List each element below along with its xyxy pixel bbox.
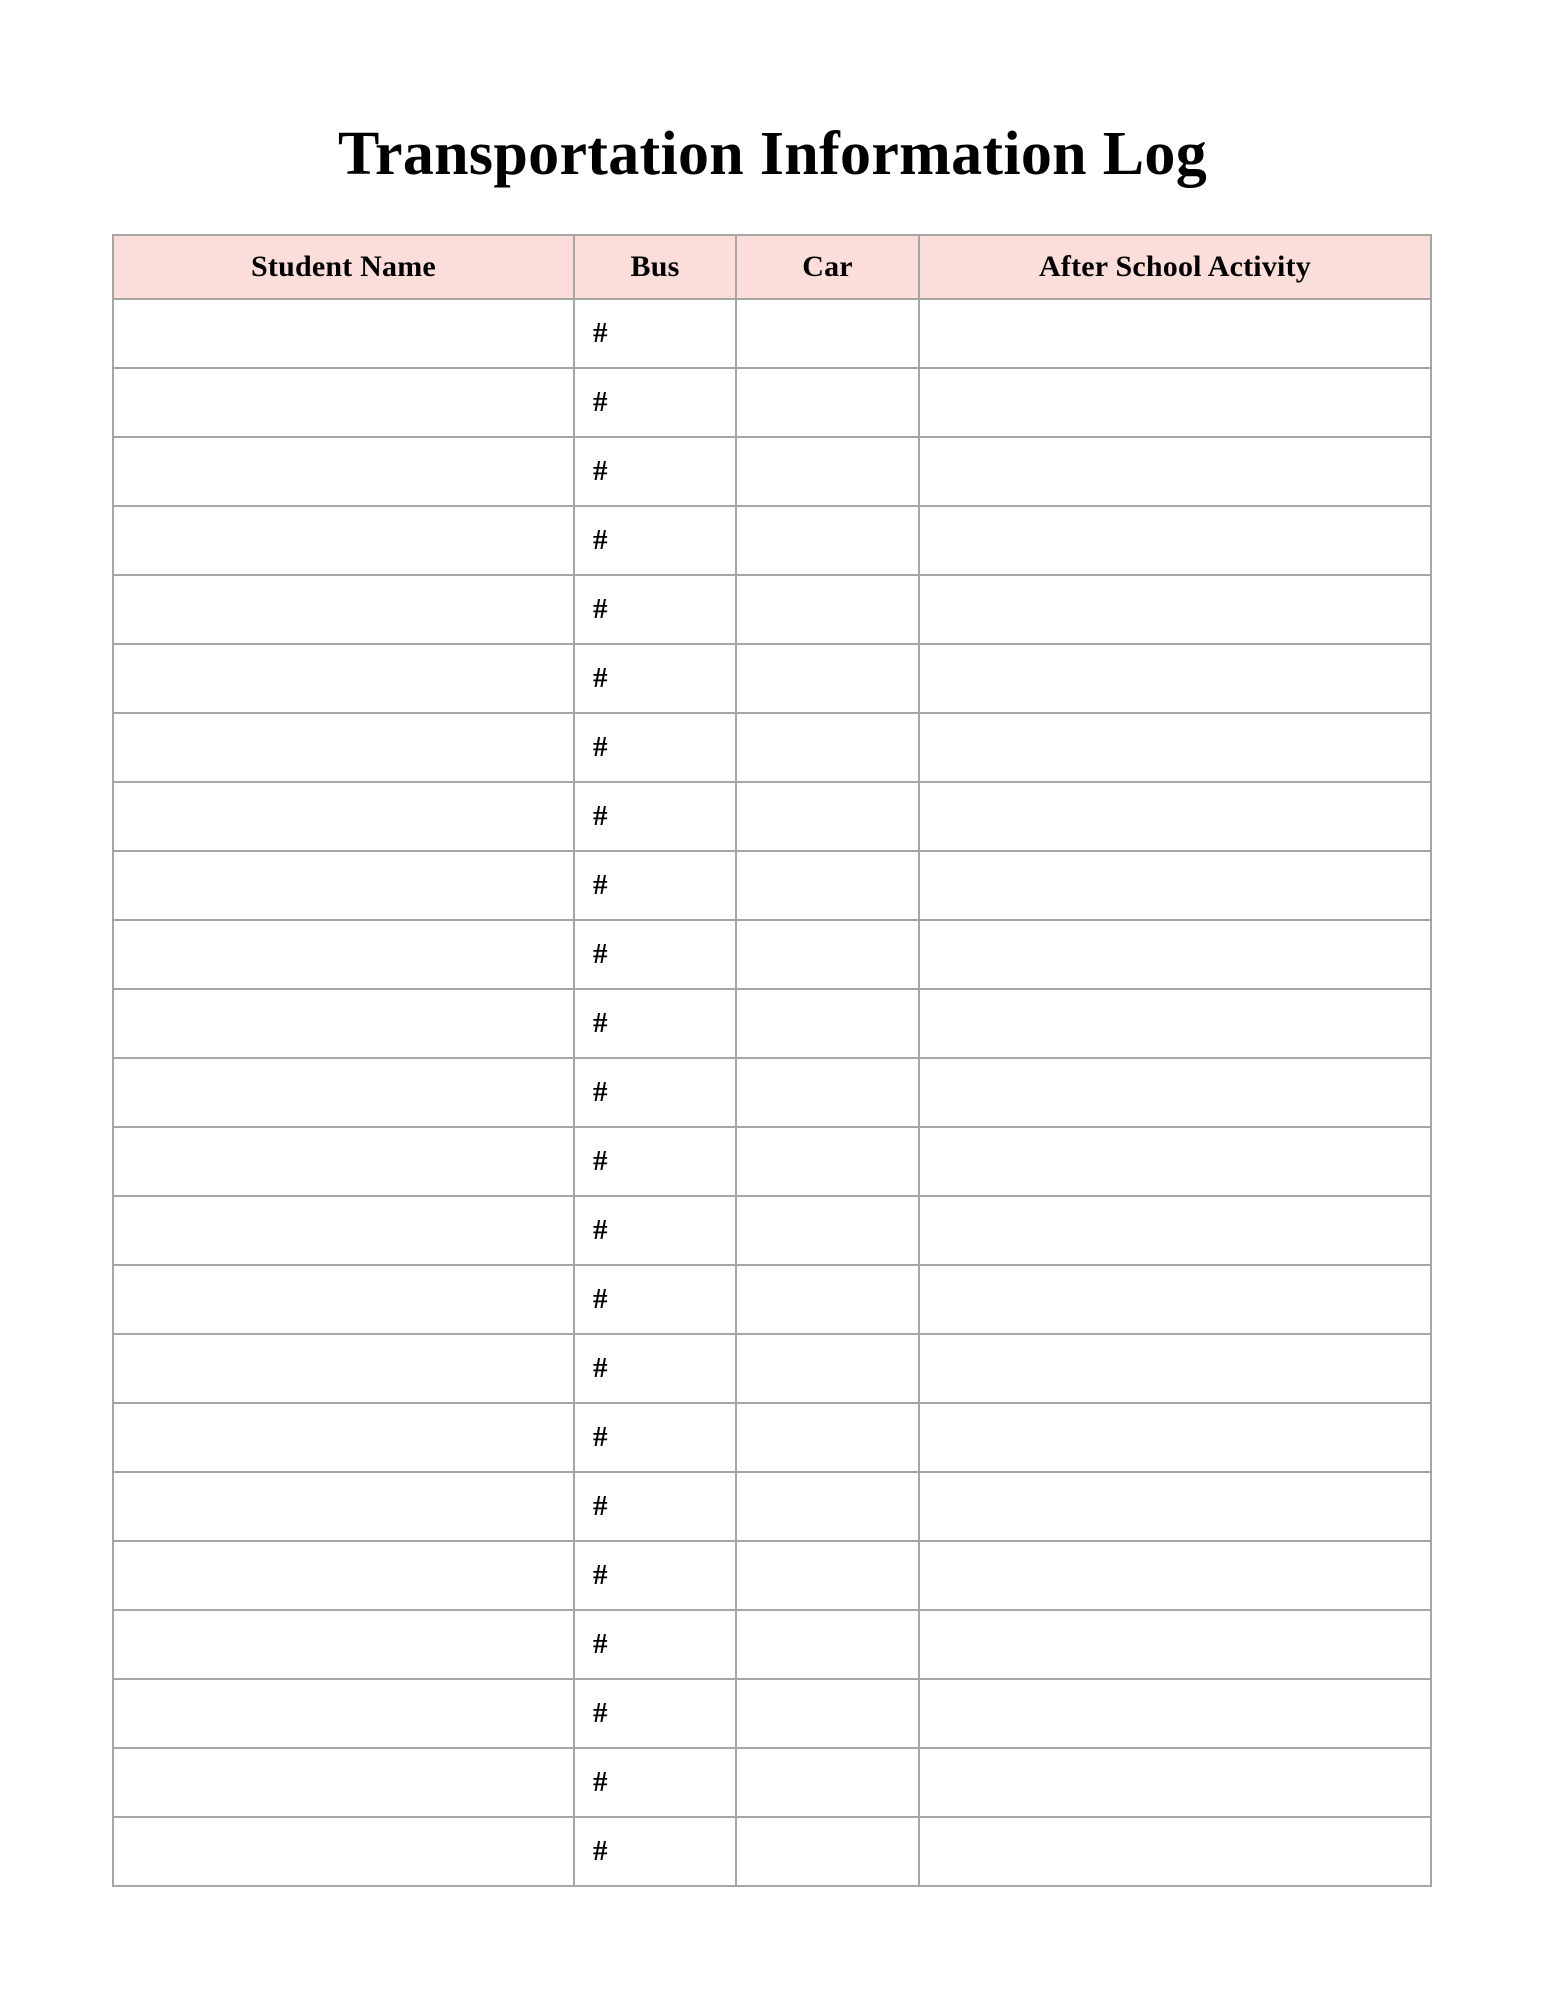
cell-after-school-activity[interactable] bbox=[919, 644, 1431, 713]
cell-after-school-activity[interactable] bbox=[919, 1472, 1431, 1541]
page-title: Transportation Information Log bbox=[337, 120, 1207, 188]
table-row bbox=[113, 713, 1431, 782]
cell-bus[interactable]: # bbox=[574, 1748, 736, 1817]
table-header-row bbox=[113, 235, 1431, 299]
cell-car[interactable] bbox=[736, 1610, 919, 1679]
cell-student-name[interactable] bbox=[113, 1610, 574, 1679]
table-row bbox=[113, 437, 1431, 506]
cell-after-school-activity[interactable] bbox=[919, 1817, 1431, 1886]
cell-after-school-activity[interactable] bbox=[919, 1127, 1431, 1196]
cell-car[interactable] bbox=[736, 1817, 919, 1886]
cell-car[interactable] bbox=[736, 1748, 919, 1817]
cell-after-school-activity[interactable] bbox=[919, 713, 1431, 782]
cell-after-school-activity[interactable] bbox=[919, 299, 1431, 368]
cell-bus[interactable]: # bbox=[574, 1403, 736, 1472]
cell-car[interactable] bbox=[736, 1472, 919, 1541]
column-header-after-school-activity: After School Activity bbox=[919, 235, 1431, 299]
table-row bbox=[113, 1058, 1431, 1127]
cell-student-name[interactable] bbox=[113, 299, 574, 368]
cell-car[interactable] bbox=[736, 1679, 919, 1748]
cell-student-name[interactable] bbox=[113, 1127, 574, 1196]
cell-after-school-activity[interactable] bbox=[919, 1265, 1431, 1334]
column-header-car: Car bbox=[736, 235, 919, 299]
table-row bbox=[113, 989, 1431, 1058]
cell-student-name[interactable] bbox=[113, 575, 574, 644]
cell-student-name[interactable] bbox=[113, 1196, 574, 1265]
cell-bus[interactable]: # bbox=[574, 1472, 736, 1541]
cell-bus[interactable]: # bbox=[574, 1679, 736, 1748]
cell-student-name[interactable] bbox=[113, 368, 574, 437]
cell-student-name[interactable] bbox=[113, 644, 574, 713]
table-row bbox=[113, 575, 1431, 644]
cell-after-school-activity[interactable] bbox=[919, 920, 1431, 989]
cell-car[interactable] bbox=[736, 713, 919, 782]
cell-car[interactable] bbox=[736, 506, 919, 575]
table-header bbox=[113, 235, 1431, 299]
cell-student-name[interactable] bbox=[113, 437, 574, 506]
table-row bbox=[113, 1127, 1431, 1196]
cell-car[interactable] bbox=[736, 1334, 919, 1403]
table-row bbox=[113, 1196, 1431, 1265]
cell-after-school-activity[interactable] bbox=[919, 782, 1431, 851]
cell-car[interactable] bbox=[736, 1127, 919, 1196]
cell-after-school-activity[interactable] bbox=[919, 368, 1431, 437]
cell-after-school-activity[interactable] bbox=[919, 1541, 1431, 1610]
table-row bbox=[113, 1265, 1431, 1334]
cell-car[interactable] bbox=[736, 782, 919, 851]
cell-bus[interactable]: # bbox=[574, 1127, 736, 1196]
cell-bus[interactable]: # bbox=[574, 1334, 736, 1403]
cell-after-school-activity[interactable] bbox=[919, 1334, 1431, 1403]
transportation-log-table bbox=[112, 234, 1432, 1887]
cell-bus[interactable]: # bbox=[574, 299, 736, 368]
table-row bbox=[113, 851, 1431, 920]
cell-bus[interactable]: # bbox=[574, 713, 736, 782]
cell-car[interactable] bbox=[736, 920, 919, 989]
cell-bus[interactable]: # bbox=[574, 782, 736, 851]
cell-student-name[interactable] bbox=[113, 1541, 574, 1610]
cell-bus[interactable]: # bbox=[574, 1058, 736, 1127]
cell-after-school-activity[interactable] bbox=[919, 575, 1431, 644]
cell-student-name[interactable] bbox=[113, 782, 574, 851]
cell-bus[interactable]: # bbox=[574, 1265, 736, 1334]
cell-bus[interactable]: # bbox=[574, 1196, 736, 1265]
table-row bbox=[113, 1334, 1431, 1403]
table-row bbox=[113, 1472, 1431, 1541]
cell-after-school-activity[interactable] bbox=[919, 506, 1431, 575]
cell-bus[interactable]: # bbox=[574, 575, 736, 644]
cell-bus[interactable]: # bbox=[574, 368, 736, 437]
cell-bus[interactable]: # bbox=[574, 1541, 736, 1610]
cell-car[interactable] bbox=[736, 1196, 919, 1265]
column-header-bus: Bus bbox=[574, 235, 736, 299]
cell-car[interactable] bbox=[736, 1058, 919, 1127]
cell-student-name[interactable] bbox=[113, 851, 574, 920]
cell-student-name[interactable] bbox=[113, 1817, 574, 1886]
cell-bus[interactable]: # bbox=[574, 1610, 736, 1679]
cell-after-school-activity[interactable] bbox=[919, 437, 1431, 506]
cell-student-name[interactable] bbox=[113, 1472, 574, 1541]
cell-student-name[interactable] bbox=[113, 1403, 574, 1472]
table-row bbox=[113, 782, 1431, 851]
cell-car[interactable] bbox=[736, 989, 919, 1058]
table-row bbox=[113, 1817, 1431, 1886]
cell-student-name[interactable] bbox=[113, 713, 574, 782]
cell-after-school-activity[interactable] bbox=[919, 851, 1431, 920]
cell-car[interactable] bbox=[736, 1403, 919, 1472]
cell-student-name[interactable] bbox=[113, 1679, 574, 1748]
table-row bbox=[113, 368, 1431, 437]
cell-student-name[interactable] bbox=[113, 1058, 574, 1127]
cell-car[interactable] bbox=[736, 299, 919, 368]
cell-bus[interactable]: # bbox=[574, 920, 736, 989]
cell-car[interactable] bbox=[736, 1265, 919, 1334]
cell-after-school-activity[interactable] bbox=[919, 1610, 1431, 1679]
cell-car[interactable] bbox=[736, 1541, 919, 1610]
table-row bbox=[113, 299, 1431, 368]
table-row bbox=[113, 506, 1431, 575]
cell-car[interactable] bbox=[736, 851, 919, 920]
table-row bbox=[113, 1541, 1431, 1610]
cell-after-school-activity[interactable] bbox=[919, 1058, 1431, 1127]
cell-student-name[interactable] bbox=[113, 1748, 574, 1817]
cell-student-name[interactable] bbox=[113, 920, 574, 989]
cell-bus[interactable]: # bbox=[574, 437, 736, 506]
cell-bus[interactable]: # bbox=[574, 644, 736, 713]
cell-student-name[interactable] bbox=[113, 506, 574, 575]
cell-student-name[interactable] bbox=[113, 989, 574, 1058]
table-row bbox=[113, 920, 1431, 989]
cell-car[interactable] bbox=[736, 575, 919, 644]
cell-student-name[interactable] bbox=[113, 1265, 574, 1334]
cell-car[interactable] bbox=[736, 368, 919, 437]
cell-after-school-activity[interactable] bbox=[919, 989, 1431, 1058]
table-row bbox=[113, 1679, 1431, 1748]
table-row bbox=[113, 644, 1431, 713]
cell-car[interactable] bbox=[736, 437, 919, 506]
table-body bbox=[113, 299, 1431, 1886]
cell-bus[interactable]: # bbox=[574, 1817, 736, 1886]
cell-car[interactable] bbox=[736, 644, 919, 713]
table-row bbox=[113, 1748, 1431, 1817]
cell-bus[interactable]: # bbox=[574, 989, 736, 1058]
cell-bus[interactable]: # bbox=[574, 851, 736, 920]
cell-after-school-activity[interactable] bbox=[919, 1679, 1431, 1748]
cell-after-school-activity[interactable] bbox=[919, 1196, 1431, 1265]
cell-after-school-activity[interactable] bbox=[919, 1403, 1431, 1472]
table-row bbox=[113, 1610, 1431, 1679]
cell-student-name[interactable] bbox=[113, 1334, 574, 1403]
column-header-student-name: Student Name bbox=[113, 235, 574, 299]
table-row bbox=[113, 1403, 1431, 1472]
cell-after-school-activity[interactable] bbox=[919, 1748, 1431, 1817]
cell-bus[interactable]: # bbox=[574, 506, 736, 575]
transportation-log-table-wrapper bbox=[112, 234, 1430, 1887]
